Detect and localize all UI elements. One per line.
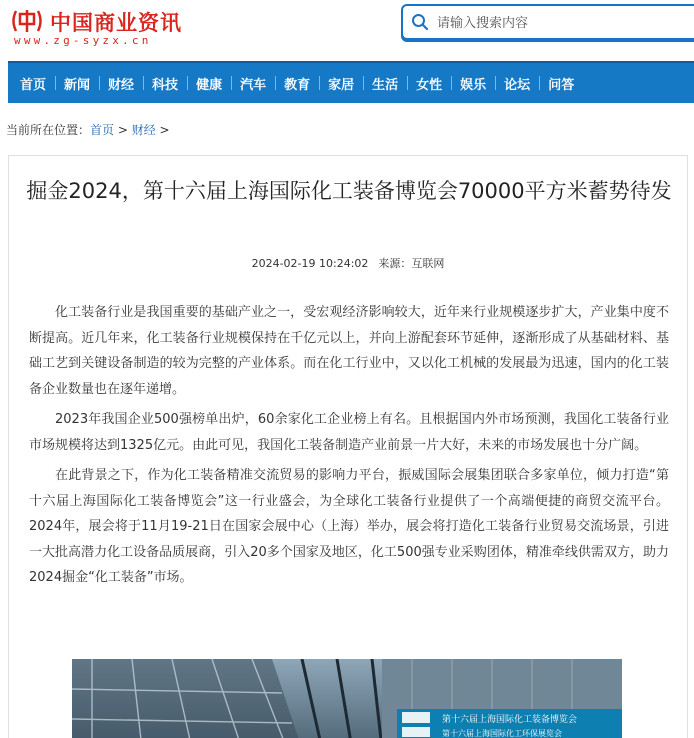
nav-item[interactable]: 问答 bbox=[539, 74, 583, 93]
article-meta bbox=[9, 255, 687, 271]
nav-item[interactable]: 生活 bbox=[363, 74, 407, 93]
search-input[interactable] bbox=[437, 12, 687, 34]
breadcrumb-category-link[interactable]: 财经 bbox=[131, 123, 156, 137]
nav-item[interactable]: 汽车 bbox=[231, 74, 275, 93]
nav-item[interactable]: 教育 bbox=[275, 74, 319, 93]
article-paragraph: 化工装备行业是我国重要的基础产业之一，受宏观经济影响较大，近年来行业规模逐步扩大，产业集中度不断提高。近几年来，化工装备行业规模保持在千亿元以上，并向上游配套环节延伸，逐渐形成了从基础材料、基础工艺到关键设备制造的较为完整的产业体系。而在化工行业中，又以化工机械的发展最为迅速，国内的化工装备企业数量也在逐年递增。 bbox=[29, 305, 669, 397]
article-body bbox=[29, 300, 669, 596]
breadcrumb-prefix: 当前所在位置： bbox=[6, 123, 91, 137]
nav-item[interactable]: 论坛 bbox=[495, 74, 539, 93]
nav-item[interactable]: 科技 bbox=[143, 74, 187, 93]
expo-hall-photo bbox=[72, 659, 622, 738]
nav-item[interactable]: 娱乐 bbox=[451, 74, 495, 93]
article-paragraph: 2023年我国企业500强榜单出炉，60余家化工企业榜上有名。且根据国内外市场预测，我国化工装备行业市场规模将达到1325亿元。由此可见，我国化工装备制造产业前景一片大好，未来的市场发展也十分广阔。 bbox=[29, 412, 669, 453]
article-title: 掘金2024，第十六届上海国际化工装备博览会70000平方米蓄势待发 bbox=[26, 179, 672, 203]
site-name: 中国商业资讯 bbox=[50, 11, 182, 35]
breadcrumb-home-link[interactable]: 首页 bbox=[90, 123, 115, 137]
article-date: 2024-02-19 10:24:02 bbox=[251, 257, 369, 270]
nav-item[interactable]: 新闻 bbox=[55, 74, 99, 93]
site-logo[interactable] bbox=[10, 6, 185, 50]
nav-item[interactable]: 女性 bbox=[407, 74, 451, 93]
nav-item[interactable]: 首页 bbox=[20, 77, 47, 93]
nav-item[interactable]: 财经 bbox=[99, 74, 143, 93]
article-card bbox=[8, 155, 688, 738]
breadcrumb-separator: > bbox=[114, 123, 132, 137]
breadcrumb-separator: > bbox=[155, 123, 170, 137]
article-paragraph: 在此背景之下，作为化工装备精准交流贸易的影响力平台，振威国际会展集团联合多家单位，倾力打造“第十六届上海国际化工装备博览会”这一行业盛会，为全球化工装备行业提供了一个高端便捷的商贸交流平台。2024年，展会将于11月19-21日在国家会展中心（上海）举办，展会将打造化工装备行业贸易交流场景，引进一大批高潜力化工设备品质展商，引入20多个国家及地区，化工500强专业采购团体，精准牵线供需双方，助力2024掘金“化工装备”市场。 bbox=[29, 468, 669, 585]
search-icon[interactable] bbox=[411, 13, 429, 31]
expo-hall-image bbox=[72, 659, 622, 738]
photo-banner-line1: 第十六届上海国际化工装备博览会 bbox=[442, 715, 578, 725]
nav-item[interactable]: 健康 bbox=[187, 74, 231, 93]
site-header bbox=[0, 0, 694, 58]
breadcrumb bbox=[6, 121, 170, 138]
article-source: 来源：互联网 bbox=[378, 257, 445, 270]
logo-emblem-icon bbox=[10, 8, 44, 34]
nav-item[interactable]: 家居 bbox=[319, 74, 363, 93]
photo-banner-line2: 第十六届上海国际化工环保展览会 bbox=[442, 729, 562, 738]
main-nav bbox=[8, 61, 694, 103]
site-url: www.zg-syzx.cn bbox=[14, 34, 152, 47]
search-box bbox=[401, 4, 694, 40]
